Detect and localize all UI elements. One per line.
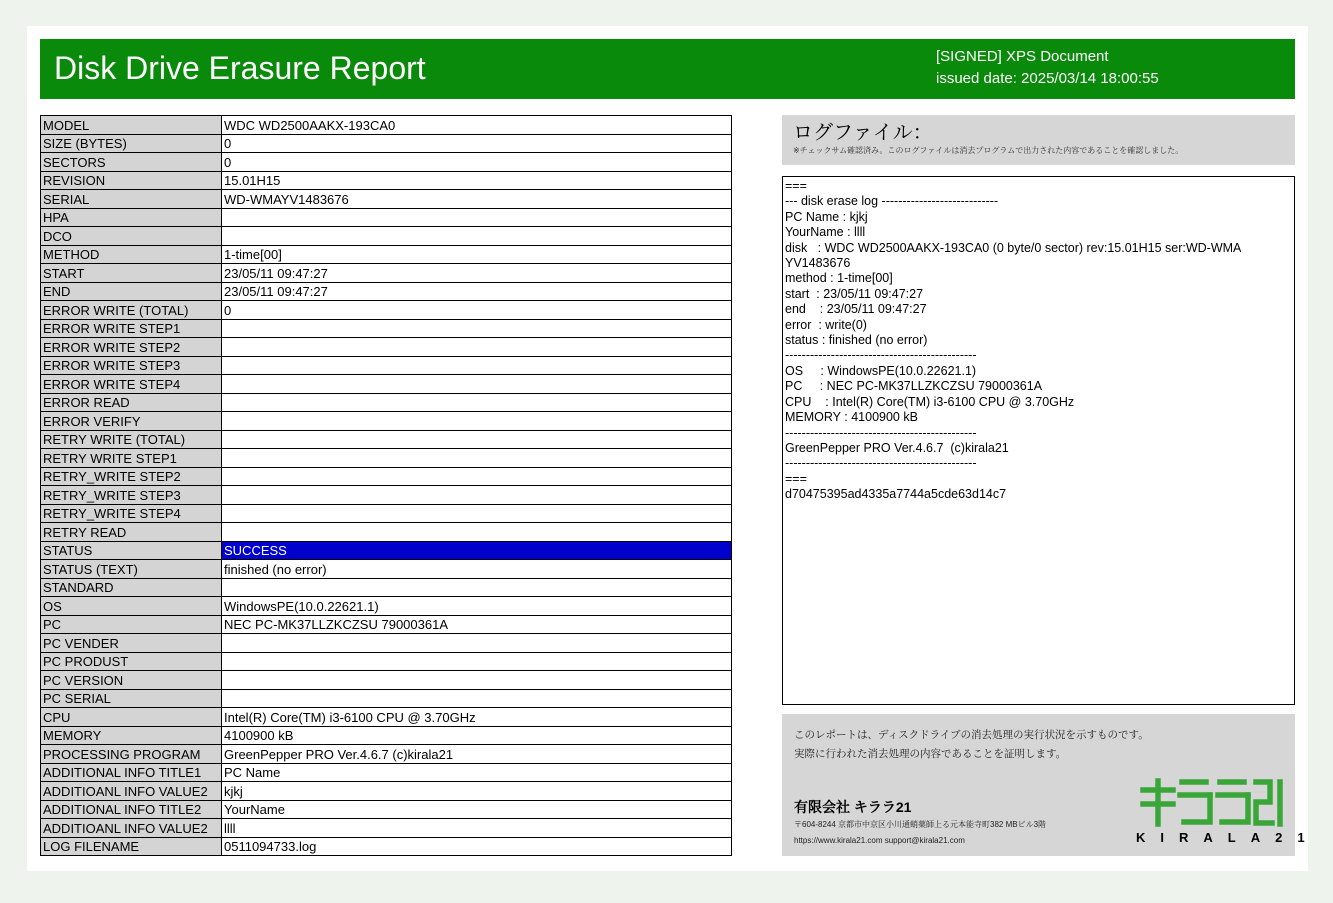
log-line: ===: [785, 471, 807, 486]
spec-value: 0: [222, 134, 732, 153]
kirala21-logo: [1136, 778, 1320, 848]
spec-key: ERROR WRITE STEP4: [41, 375, 222, 394]
spec-key: ADDITIONAL INFO TITLE2: [41, 800, 222, 819]
spec-key: PC PRODUST: [41, 652, 222, 671]
spec-key: METHOD: [41, 245, 222, 264]
spec-key: RETRY_WRITE STEP3: [41, 486, 222, 505]
spec-key: RETRY_WRITE STEP2: [41, 467, 222, 486]
spec-key: SERIAL: [41, 190, 222, 209]
spec-value: Intel(R) Core(TM) i3-6100 CPU @ 3.70GHz: [222, 708, 732, 727]
log-line: start : 23/05/11 09:47:27: [785, 286, 924, 301]
spec-row: [41, 763, 732, 782]
spec-value: 4100900 kB: [222, 726, 732, 745]
spec-value: YourName: [222, 800, 732, 819]
company-name: 有限会社 キララ21: [794, 799, 912, 815]
log-line: error : write(0): [785, 317, 867, 332]
report-page: [27, 26, 1320, 871]
spec-row: [41, 153, 732, 172]
spec-value: [222, 689, 732, 708]
spec-key: ADDITIOANL INFO VALUE2: [41, 819, 222, 838]
spec-key: PROCESSING PROGRAM: [41, 745, 222, 764]
header-meta: [936, 46, 1159, 90]
spec-value: [222, 486, 732, 505]
log-line: d70475395ad4335a7744a5cde63d14c7: [785, 487, 1007, 502]
company-contact: https://www.kirala21.com support@kirala21.com: [794, 836, 965, 845]
spec-row: [41, 541, 732, 560]
spec-key: ERROR WRITE STEP1: [41, 319, 222, 338]
spec-value: GreenPepper PRO Ver.4.6.7 (c)kirala21: [222, 745, 732, 764]
spec-key: STATUS: [41, 541, 222, 560]
log-header: [782, 115, 1295, 165]
log-line: GreenPepper PRO Ver.4.6.7 (c)kirala21: [785, 440, 1009, 455]
spec-value: [222, 467, 732, 486]
spec-table: [40, 115, 732, 856]
log-title: ログファイル：: [793, 122, 933, 144]
log-content-box: [782, 176, 1295, 705]
spec-key: START: [41, 264, 222, 283]
spec-key: MODEL: [41, 116, 222, 135]
kirala21-logo-mark-icon: [1140, 778, 1284, 828]
log-line: --- disk erase log ----------------------------: [785, 194, 999, 209]
spec-value: WDC WD2500AAKX-193CA0: [222, 116, 732, 135]
spec-row: [41, 449, 732, 468]
spec-key: PC SERIAL: [41, 689, 222, 708]
spec-value: [222, 671, 732, 690]
spec-key: PC VERSION: [41, 671, 222, 690]
spec-value: 1-time[00]: [222, 245, 732, 264]
spec-value: llll: [222, 819, 732, 838]
spec-row: [41, 689, 732, 708]
spec-row: [41, 800, 732, 819]
spec-key: HPA: [41, 208, 222, 227]
spec-value: [222, 227, 732, 246]
spec-row: [41, 578, 732, 597]
spec-value: [222, 449, 732, 468]
spec-key: RETRY_WRITE STEP4: [41, 504, 222, 523]
spec-value: [222, 208, 732, 227]
spec-value: WindowsPE(10.0.22621.1): [222, 597, 732, 616]
spec-value: [222, 412, 732, 431]
log-lines: [783, 177, 1294, 505]
spec-value: [222, 375, 732, 394]
spec-row: [41, 264, 732, 283]
spec-row: [41, 301, 732, 320]
spec-row: [41, 319, 732, 338]
spec-row: [41, 134, 732, 153]
spec-key: LOG FILENAME: [41, 837, 222, 856]
spec-row: [41, 393, 732, 412]
spec-row: [41, 634, 732, 653]
spec-value: WD-WMAYV1483676: [222, 190, 732, 209]
spec-key: RETRY WRITE STEP1: [41, 449, 222, 468]
spec-value: [222, 652, 732, 671]
spec-key: SIZE (BYTES): [41, 134, 222, 153]
log-line: ----------------------------------------------: [785, 425, 977, 440]
spec-value: PC Name: [222, 763, 732, 782]
spec-key: RETRY WRITE (TOTAL): [41, 430, 222, 449]
log-line: ----------------------------------------------: [785, 456, 977, 471]
issued-date: issued date: 2025/03/14 18:00:55: [936, 70, 1159, 87]
spec-key: SECTORS: [41, 153, 222, 172]
spec-value: [222, 393, 732, 412]
spec-value: [222, 523, 732, 542]
spec-key: ERROR VERIFY: [41, 412, 222, 431]
log-line: YV1483676: [785, 256, 851, 271]
spec-key: END: [41, 282, 222, 301]
spec-row: [41, 171, 732, 190]
spec-row: [41, 338, 732, 357]
spec-key: PC: [41, 615, 222, 634]
spec-row: [41, 245, 732, 264]
report-title: Disk Drive Erasure Report: [54, 50, 426, 86]
spec-key: REVISION: [41, 171, 222, 190]
log-line: ===: [785, 179, 807, 193]
spec-row: [41, 190, 732, 209]
spec-row: [41, 227, 732, 246]
spec-row: [41, 671, 732, 690]
kirala21-logo-text: KIRALA21: [1136, 830, 1320, 845]
spec-value: NEC PC-MK37LLZKCZSU 79000361A: [222, 615, 732, 634]
spec-key: MEMORY: [41, 726, 222, 745]
spec-row: [41, 819, 732, 838]
spec-row: [41, 430, 732, 449]
spec-value: 0511094733.log: [222, 837, 732, 856]
spec-row: [41, 652, 732, 671]
spec-key: ERROR WRITE STEP3: [41, 356, 222, 375]
log-subtitle: ※チェックサム確認済み。このログファイルは消去プログラムで出力された内容であることを確認しました。: [793, 146, 1184, 155]
spec-key: DCO: [41, 227, 222, 246]
log-line: disk : WDC WD2500AAKX-193CA0 (0 byte/0 sector) rev:15.01H15 ser:WD-WMA: [785, 240, 1242, 255]
spec-value: [222, 634, 732, 653]
spec-key: ADDITIOANL INFO VALUE2: [41, 782, 222, 801]
spec-key: CPU: [41, 708, 222, 727]
spec-key: STANDARD: [41, 578, 222, 597]
spec-row: [41, 745, 732, 764]
report-header: [40, 39, 1295, 99]
spec-row: [41, 504, 732, 523]
log-line: end : 23/05/11 09:47:27: [785, 302, 927, 317]
spec-key: STATUS (TEXT): [41, 560, 222, 579]
spec-value: 23/05/11 09:47:27: [222, 264, 732, 283]
spec-key: ERROR WRITE (TOTAL): [41, 301, 222, 320]
footer-description-1: このレポートは、ディスクドライブの消去処理の実行状況を示すものです。: [794, 729, 1149, 741]
log-line: YourName : llll: [785, 225, 866, 240]
spec-key: RETRY READ: [41, 523, 222, 542]
spec-key: PC VENDER: [41, 634, 222, 653]
spec-row: [41, 782, 732, 801]
footer-panel: [782, 714, 1320, 856]
spec-value: [222, 356, 732, 375]
spec-value: 15.01H15: [222, 171, 732, 190]
footer-description-2: 実際に行われた消去処理の内容であることを証明します。: [794, 748, 1067, 760]
spec-row: [41, 560, 732, 579]
spec-row: [41, 282, 732, 301]
spec-row: [41, 467, 732, 486]
spec-value: kjkj: [222, 782, 732, 801]
spec-key: OS: [41, 597, 222, 616]
spec-value: [222, 504, 732, 523]
spec-row: [41, 486, 732, 505]
spec-value: 0: [222, 301, 732, 320]
spec-value: [222, 578, 732, 597]
signed-label: [SIGNED] XPS Document: [936, 48, 1109, 65]
log-line: PC : NEC PC-MK37LLZKCZSU 79000361A: [785, 379, 1043, 394]
spec-row: [41, 837, 732, 856]
log-line: method : 1-time[00]: [785, 271, 893, 286]
spec-value: 23/05/11 09:47:27: [222, 282, 732, 301]
spec-key: ERROR WRITE STEP2: [41, 338, 222, 357]
company-address: 〒604-8244 京都市中京区小川通蛸薬師上る元本能寺町382 MBビル3階: [794, 820, 1047, 829]
log-line: PC Name : kjkj: [785, 209, 868, 224]
spec-row: [41, 615, 732, 634]
log-line: MEMORY : 4100900 kB: [785, 410, 918, 425]
status-value: SUCCESS: [222, 541, 732, 560]
spec-value: finished (no error): [222, 560, 732, 579]
log-line: status : finished (no error): [785, 333, 928, 348]
spec-value: [222, 319, 732, 338]
spec-key: ADDITIONAL INFO TITLE1: [41, 763, 222, 782]
spec-value: [222, 430, 732, 449]
spec-row: [41, 412, 732, 431]
spec-row: [41, 708, 732, 727]
spec-row: [41, 375, 732, 394]
log-line: CPU : Intel(R) Core(TM) i3-6100 CPU @ 3.70GHz: [785, 394, 1075, 409]
spec-row: [41, 116, 732, 135]
spec-row: [41, 597, 732, 616]
spec-row: [41, 208, 732, 227]
spec-row: [41, 726, 732, 745]
spec-row: [41, 356, 732, 375]
spec-value: [222, 338, 732, 357]
log-line: OS : WindowsPE(10.0.22621.1): [785, 363, 977, 378]
log-line: ----------------------------------------------: [785, 348, 977, 363]
spec-value: 0: [222, 153, 732, 172]
spec-row: [41, 523, 732, 542]
spec-key: ERROR READ: [41, 393, 222, 412]
